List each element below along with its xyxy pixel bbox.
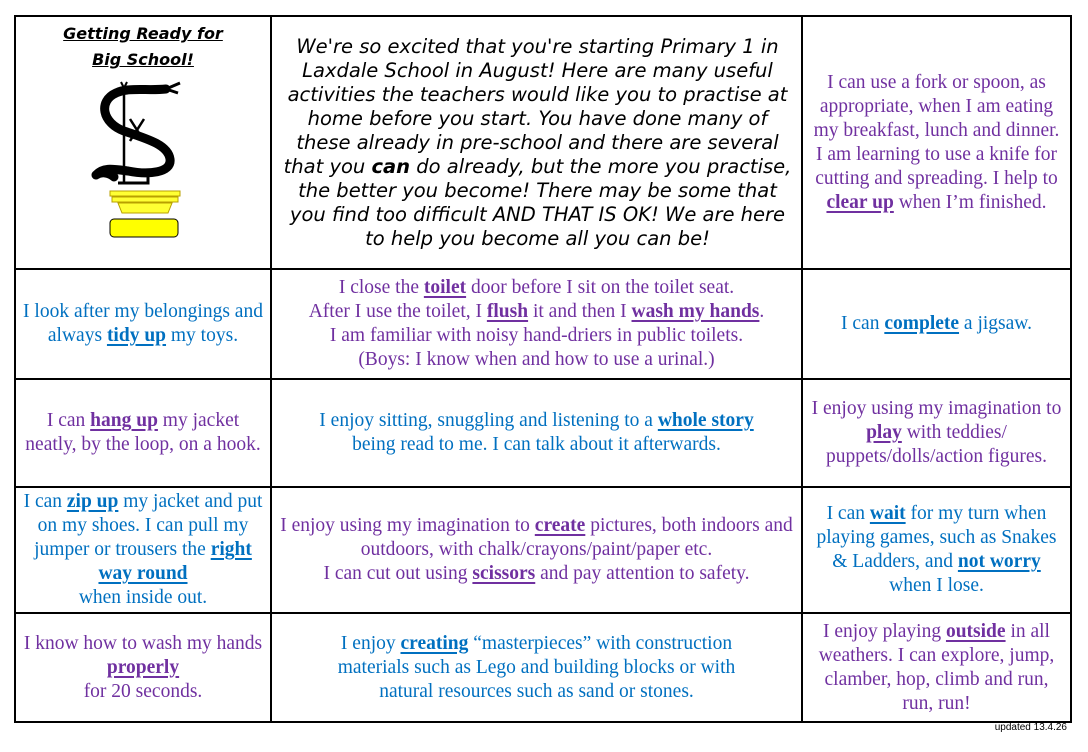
cell-wash-hands <box>15 613 271 722</box>
cell-outside <box>802 613 1071 722</box>
text: a jigsaw. <box>959 313 1032 334</box>
text: I can <box>841 313 885 334</box>
cell-belongings <box>15 269 271 379</box>
keyword: wash my hands <box>631 301 760 322</box>
text: with teddies/ puppets/dolls/action figures. <box>826 422 1047 467</box>
text: in all weathers. I can explore, jump, clamber, hop, climb and run, run, run! <box>818 620 1055 714</box>
updated-date: updated 13.4.26 <box>994 722 1067 733</box>
keyword: complete <box>884 313 960 334</box>
text: . <box>759 301 765 322</box>
row-3 <box>15 379 1071 487</box>
text: when I lose. <box>889 575 984 596</box>
row-2 <box>15 269 1071 379</box>
text: I enjoy using my imagination to <box>280 515 535 536</box>
text: I enjoy <box>340 632 401 654</box>
text: door before I sit on the toilet seat. <box>466 277 735 298</box>
keyword: flush <box>486 301 529 322</box>
keyword: clear up <box>826 191 894 213</box>
keyword: scissors <box>472 563 536 584</box>
activities-grid <box>14 15 1072 723</box>
text: pictures, both indoors and outdoors, with chalk/crayons/paint/paper etc. <box>360 515 793 560</box>
keyword: outside <box>945 620 1006 642</box>
keyword: right way round <box>98 539 252 584</box>
bridge-icon <box>110 191 180 213</box>
keyword: not worry <box>957 551 1041 572</box>
text: I can use a fork or spoon, as appropriate, when I am eating my breakfast, lunch and dinner. I am learning to use a knife for cutting and spreading. I help to <box>813 71 1060 189</box>
motto-badge <box>110 219 178 237</box>
text: After I use the toilet, I <box>308 301 487 322</box>
text: I can cut out using <box>323 563 473 584</box>
text: I look after my belongings and always <box>23 301 263 346</box>
text: I can <box>826 503 870 524</box>
cell-jigsaw <box>802 269 1071 379</box>
text: I can <box>23 491 67 512</box>
text: for my turn when playing games, such as Snakes & Ladders, and <box>816 503 1057 572</box>
text: I can <box>46 410 91 431</box>
intro-paragraph <box>271 16 802 269</box>
keyword: properly <box>106 656 180 678</box>
text: I enjoy sitting, snuggling and listening to a <box>319 410 658 431</box>
cell-story <box>271 379 802 487</box>
row-4 <box>15 487 1071 613</box>
cell-wait <box>802 487 1071 613</box>
cell-zip-up <box>15 487 271 613</box>
keyword: hang up <box>90 410 158 431</box>
intro-bold-can: can <box>371 154 411 178</box>
text: my jacket neatly, by the loop, on a hook. <box>25 410 261 455</box>
text: I am familiar with noisy hand-driers in public toilets. <box>329 325 744 346</box>
title-logo-cell <box>15 16 271 269</box>
intro-text-1: We're so excited that you're starting Primary 1 in Laxdale School in August! Here are many useful activities the teachers would like you to practise at home before you start. You have done many of these already in pre-school and there are several that you <box>283 34 788 178</box>
cell-create <box>271 487 802 613</box>
keyword: tidy up <box>106 325 167 346</box>
text: I enjoy using my imagination to <box>811 398 1062 419</box>
keyword: wait <box>869 503 906 524</box>
keyword: toilet <box>423 277 467 298</box>
cell-creating <box>271 613 802 722</box>
row-1 <box>15 16 1071 269</box>
row-5 <box>15 613 1071 722</box>
title-line-2: Big School! <box>92 50 194 69</box>
keyword: play <box>866 422 902 443</box>
ls-monogram-icon <box>96 82 180 183</box>
cell-toilet <box>271 269 802 379</box>
keyword: zip up <box>66 491 119 512</box>
text: I know how to wash my hands <box>23 632 263 654</box>
cell-hang-jacket <box>15 379 271 487</box>
text: being read to me. I can talk about it afterwards. <box>352 434 721 455</box>
keyword: whole story <box>657 410 754 431</box>
title-line-1: Getting Ready for <box>63 24 223 43</box>
text: it and then I <box>528 301 632 322</box>
text: when I’m finished. <box>893 191 1047 213</box>
cell-fork-spoon <box>802 16 1071 269</box>
school-crest-logo <box>88 79 198 239</box>
text: “masterpieces” with construction materials such as Lego and building blocks or with natural resources such as sand or stones. <box>337 632 736 702</box>
intro-text-2: do already, but the more you practise, the better you become! There may be some that you find too difficult AND THAT IS OK! We are here to help you become all you can be! <box>289 154 792 250</box>
text: (Boys: I know when and how to use a urinal.) <box>358 349 715 370</box>
text: for 20 seconds. <box>83 680 203 702</box>
text: and pay attention to safety. <box>535 563 750 584</box>
keyword: create <box>534 515 586 536</box>
text: my toys. <box>166 325 239 346</box>
page-title <box>22 21 264 73</box>
keyword: creating <box>400 632 469 654</box>
cell-imagination-play <box>802 379 1071 487</box>
text: when inside out. <box>78 587 208 608</box>
text: I close the <box>338 277 424 298</box>
text: my jacket and put on my shoes. I can pull my jumper or trousers the <box>34 491 263 560</box>
text: I enjoy playing <box>823 620 946 642</box>
